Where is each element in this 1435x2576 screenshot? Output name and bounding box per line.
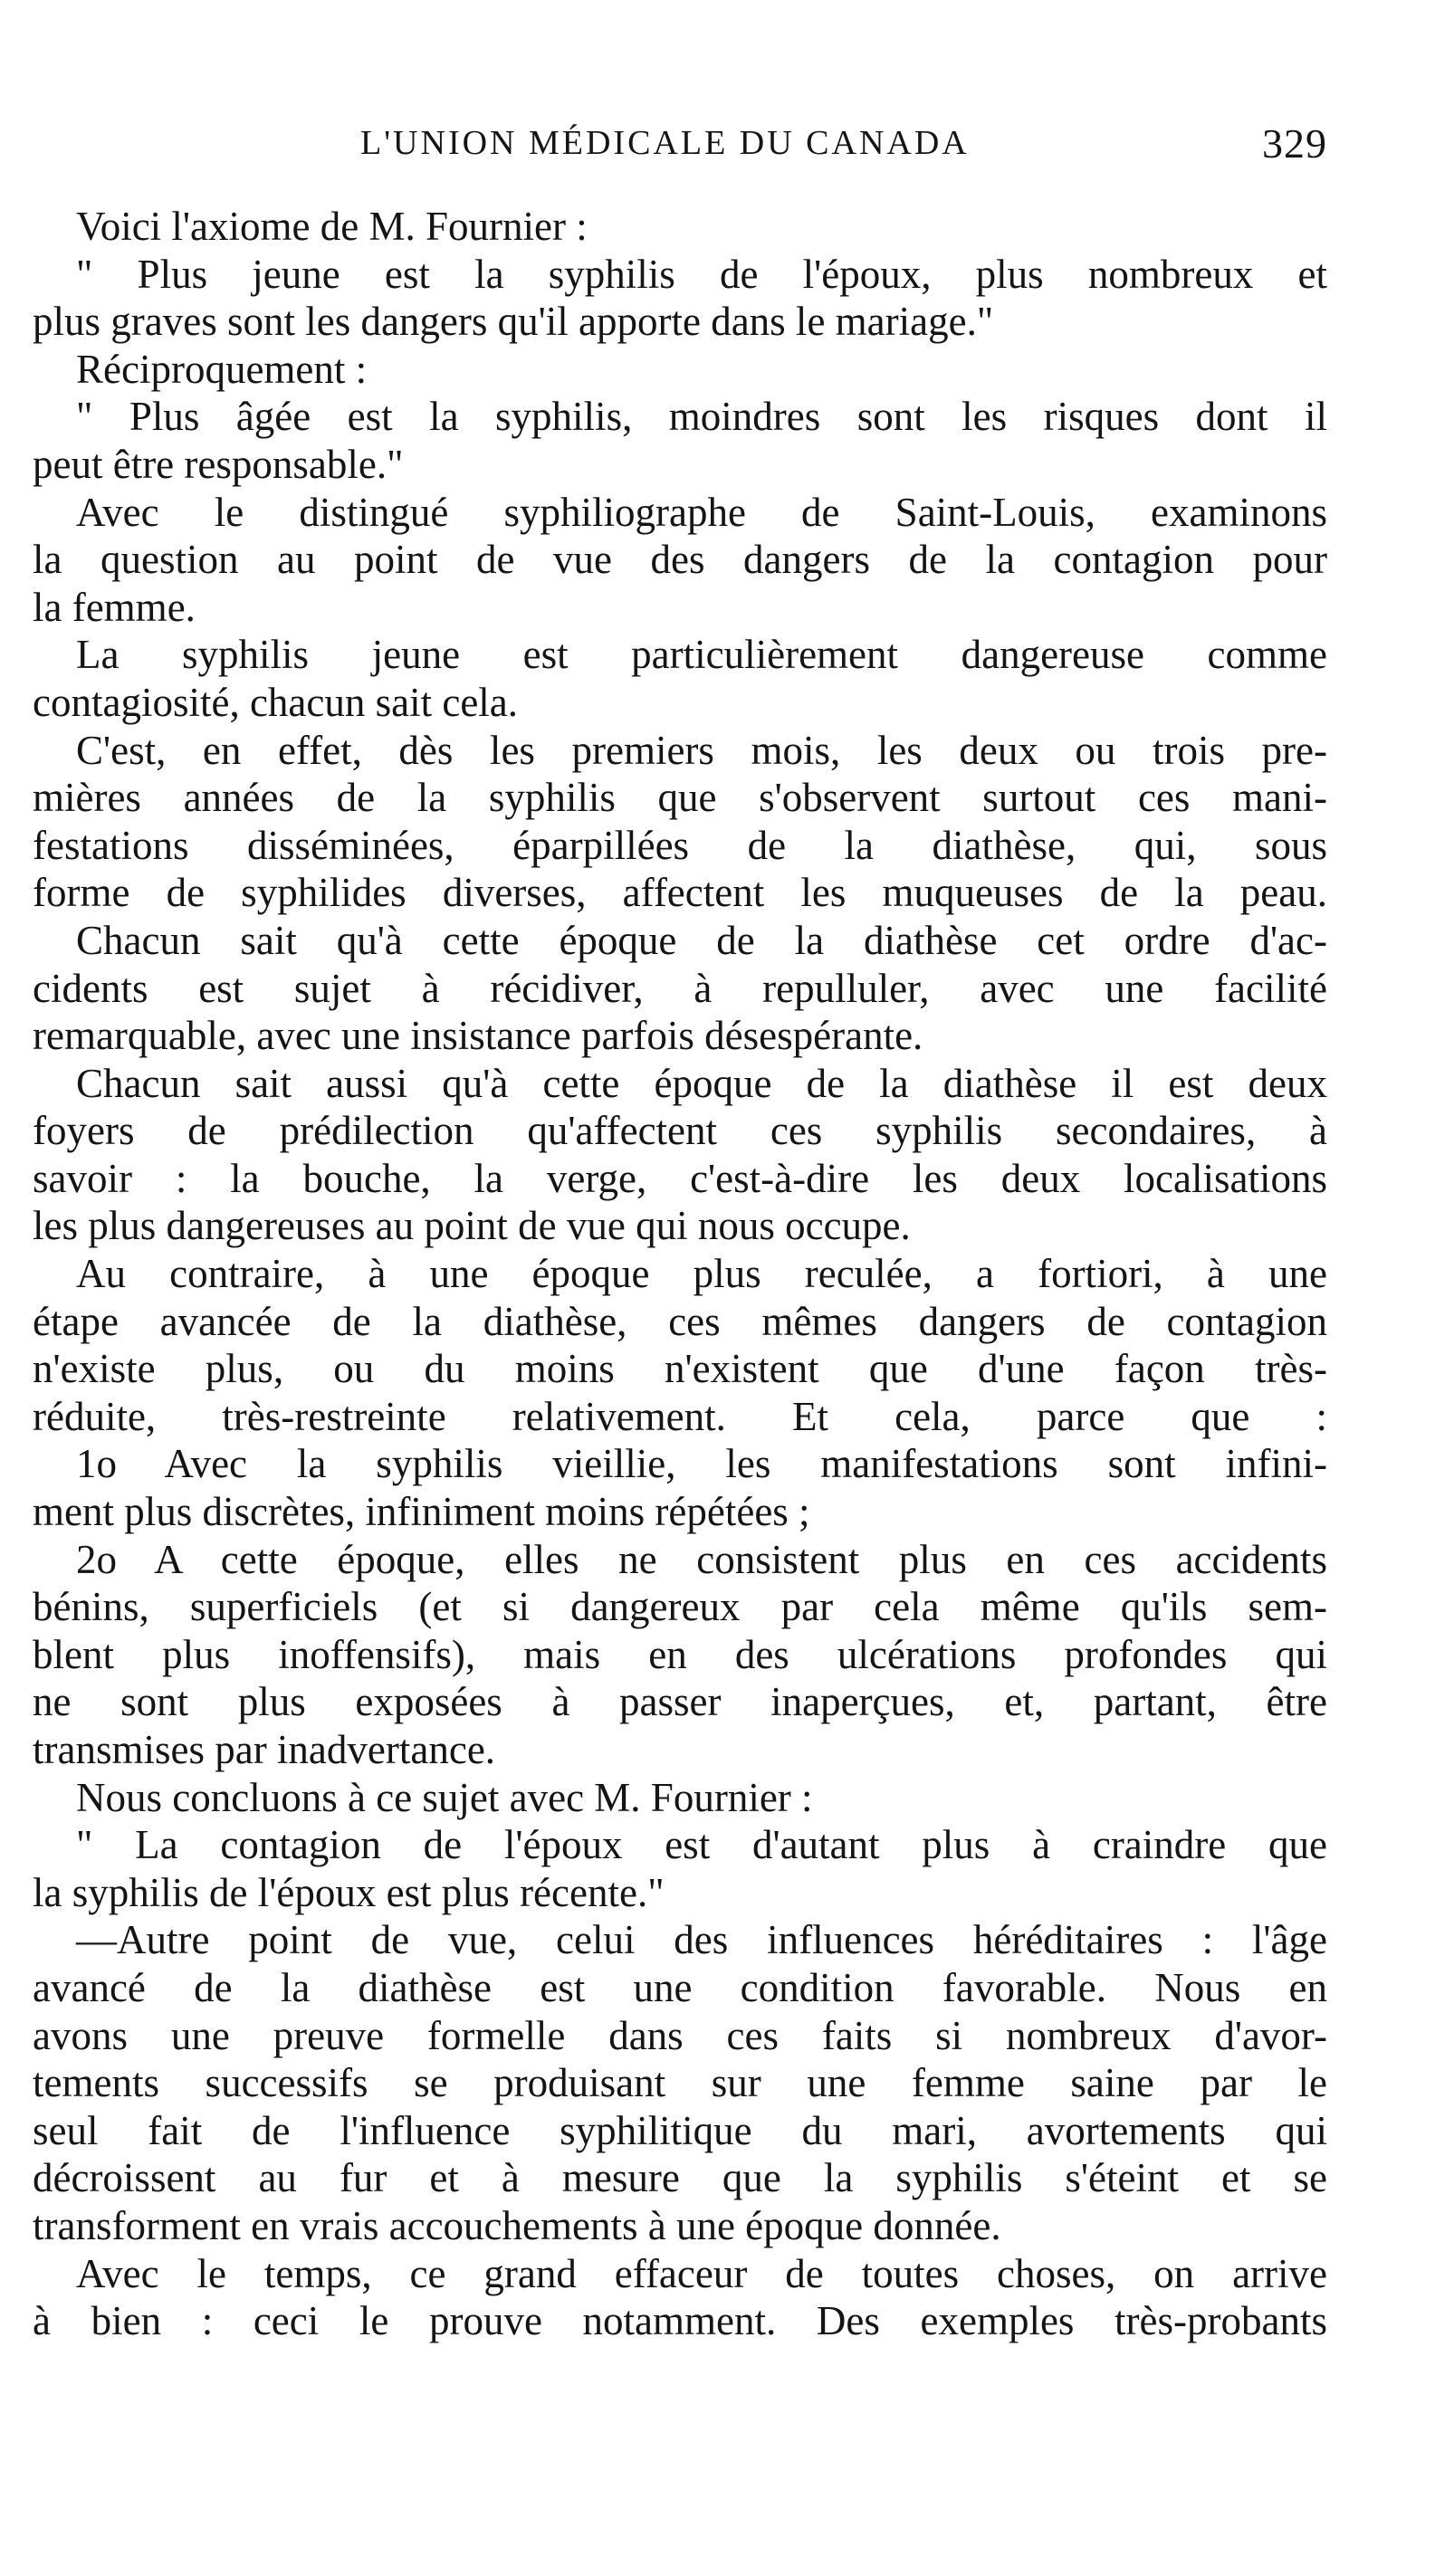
text-line: 2o A cette époque, elles ne consistent plus en ces accidents [76,1536,1327,1582]
text-line: " Plus âgée est la syphilis, moindres sont les risques dont il [76,394,1327,440]
page-header [33,119,1327,174]
text-line: avancé de la diathèse est une condition favorable. Nous en [33,1964,1327,2010]
text-line: la femme. [33,584,196,630]
text-line: cidents est sujet à récidiver, à repulluler, avec une facilité [33,965,1327,1011]
text-line: C'est, en effet, dès les premiers mois, les deux ou trois pre- [76,727,1327,773]
text-line: Avec le distingué syphiliographe de Saint-Louis, examinons [76,489,1327,535]
text-line: Avec le temps, ce grand effaceur de toutes choses, on arrive [76,2250,1327,2296]
text-line: Chacun sait aussi qu'à cette époque de la diathèse il est deux [76,1060,1327,1106]
text-line: avons une preuve formelle dans ces faits si nombreux d'avor- [33,2012,1327,2058]
text-line: " Plus jeune est la syphilis de l'époux, plus nombreux et [76,251,1327,297]
text-line: —Autre point de vue, celui des influences héréditaires : l'âge [76,1917,1327,1963]
running-head: L'UNION MÉDICALE DU CANADA [360,124,970,162]
body-text [33,203,1327,2345]
text-line: 1o Avec la syphilis vieillie, les manifestations sont infini- [76,1441,1327,1487]
text-line: à bien : ceci le prouve notamment. Des exemples très-probants [33,2298,1327,2344]
text-line: ment plus discrètes, infiniment moins répétées ; [33,1489,810,1535]
text-line: les plus dangereuses au point de vue qui nous occupe. [33,1203,911,1249]
text-line: forme de syphilides diverses, affectent les muqueuses de la peau. [33,870,1327,916]
text-line: décroissent au fur et à mesure que la syphilis s'éteint et se [33,2155,1327,2201]
text-line: blent plus inoffensifs), mais en des ulcérations profondes qui [33,1631,1327,1677]
text-line: Voici l'axiome de M. Fournier : [76,204,588,249]
text-line: foyers de prédilection qu'affectent ces syphilis secondaires, à [33,1108,1327,1154]
text-line: contagiosité, chacun sait cela. [33,679,519,725]
page-number: 329 [1262,120,1327,167]
text-line: bénins, superficiels (et si dangereux par cela même qu'ils sem- [33,1584,1327,1630]
text-line: n'existe plus, ou du moins n'existent que d'une façon très- [33,1346,1327,1392]
text-line: étape avancée de la diathèse, ces mêmes dangers de contagion [33,1298,1327,1344]
text-line: " La contagion de l'époux est d'autant plus à craindre que [76,1822,1327,1868]
text-line: transmises par inadvertance. [33,1727,496,1772]
text-line: Au contraire, à une époque plus reculée, a fortiori, à une [76,1251,1327,1297]
text-line: Nous concluons à ce sujet avec M. Fournier : [76,1774,813,1820]
text-line: la question au point de vue des dangers de la contagion pour [33,537,1327,583]
text-line: la syphilis de l'époux est plus récente." [33,1869,665,1915]
text-line: Chacun sait qu'à cette époque de la diathèse cet ordre d'ac- [76,917,1327,963]
text-line: savoir : la bouche, la verge, c'est-à-dire les deux localisations [33,1155,1327,1201]
text-line: seul fait de l'influence syphilitique du mari, avortements qui [33,2107,1327,2153]
text-line: La syphilis jeune est particulièrement dangereuse comme [76,632,1327,678]
text-line: mières années de la syphilis que s'observent surtout ces mani- [33,775,1327,821]
text-line: tements successifs se produisant sur une femme saine par le [33,2060,1327,2106]
text-line: plus graves sont les dangers qu'il apporte dans le mariage." [33,299,994,345]
text-line: transforment en vrais accouchements à une époque donnée. [33,2202,1001,2248]
text-line: festations disséminées, éparpillées de la diathèse, qui, sous [33,822,1327,868]
text-line: ne sont plus exposées à passer inaperçues, et, partant, être [33,1679,1327,1725]
text-line: réduite, très-restreinte relativement. Et cela, parce que : [33,1393,1327,1439]
text-line: remarquable, avec une insistance parfois désespérante. [33,1013,923,1059]
text-line: Réciproquement : [76,346,368,392]
text-line: peut être responsable." [33,441,404,487]
